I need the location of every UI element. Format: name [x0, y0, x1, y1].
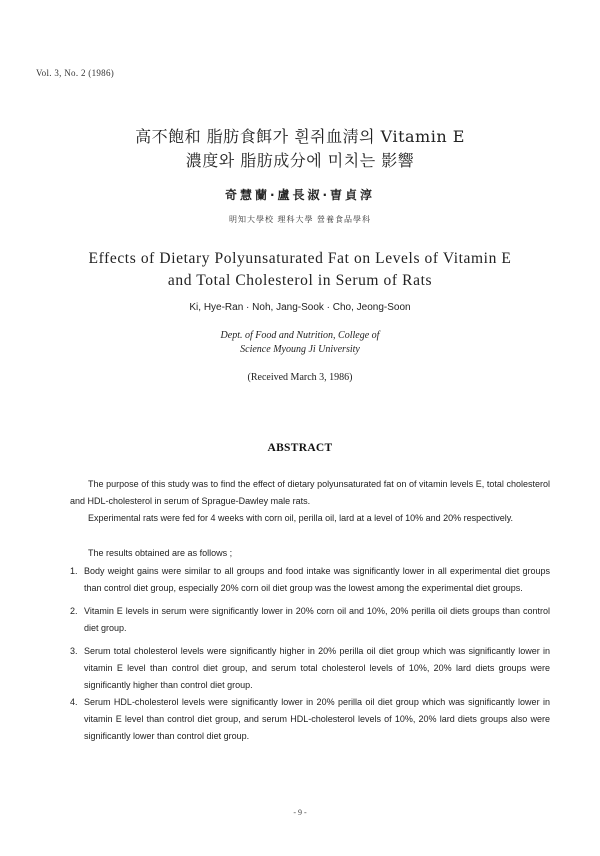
korean-title-line1: 高不飽和 脂肪食餌가 흰쥐血淸의 Vitamin E — [135, 127, 465, 146]
abstract-paragraph: The purpose of this study was to find the effect of dietary polyunsaturated fat on of vitamin levels E, total cholesterol and HDL-cholesterol in serum of Sprague-Dawley male rats. — [70, 479, 550, 506]
korean-authors: 奇慧蘭·盧長淑·曺貞淳 — [224, 188, 376, 202]
korean-title-line2: 濃度와 脂肪成分에 미치는 影響 — [185, 151, 415, 170]
received-date: (Received March 3, 1986) — [247, 372, 353, 383]
abstract-paragraph: Experimental rats were fed for 4 weeks with corn oil, perilla oil, lard at a level of 10% and 20% respectively. — [88, 513, 514, 523]
english-authors: Ki, Hye-Ran · Noh, Jang-Sook · Cho, Jeong-Soon — [189, 302, 411, 313]
english-title-line1: Effects of Dietary Polyunsaturated Fat on Levels of Vitamin E — [88, 250, 512, 267]
result-item — [70, 694, 550, 745]
results-list — [70, 563, 550, 745]
result-text: Body weight gains were similar to all groups and food intake was significantly lower in all experimental diet groups than control diet group, especially 20% corn oil diet group was the lowest among the experimental diet groups. — [84, 566, 550, 593]
result-item — [70, 563, 550, 597]
korean-affiliation: 明知大學校 理科大學 營養食品學科 — [228, 215, 372, 224]
result-item — [70, 603, 550, 637]
result-number: 3. — [70, 646, 78, 656]
english-title-line2: and Total Cholesterol in Serum of Rats — [167, 272, 433, 289]
volume-info: Vol. 3, No. 2 (1986) — [36, 68, 115, 78]
result-number: 2. — [70, 606, 78, 616]
department-line2: Science Myoung Ji University — [240, 344, 360, 355]
result-text: Serum HDL-cholesterol levels were significantly lower in 20% perilla oil diet group which was significantly lower in vitamin E level than control diet group, and serum HDL-cholesterol levels of 10%, 20% lard diets groups also were significantly lower than control diet group. — [84, 697, 550, 741]
department-line1: Dept. of Food and Nutrition, College of — [220, 330, 380, 341]
results-intro: The results obtained are as follows ; — [88, 548, 233, 558]
result-text: Vitamin E levels in serum were significantly lower in 20% corn oil and 10%, 20% perilla oil diets groups than control diet group. — [84, 606, 550, 633]
result-text: Serum total cholesterol levels were significantly higher in 20% perilla oil diet group which was significantly lower in vitamin E level than control diet group, and serum total cholesterol levels of 10%, 20% lard diets groups were significantly higher than control diet group. — [84, 646, 550, 690]
result-number: 4. — [70, 697, 78, 707]
abstract-heading: ABSTRACT — [267, 442, 333, 454]
page-number: - 9 - — [293, 808, 307, 817]
result-item — [70, 643, 550, 694]
result-number: 1. — [70, 566, 78, 576]
